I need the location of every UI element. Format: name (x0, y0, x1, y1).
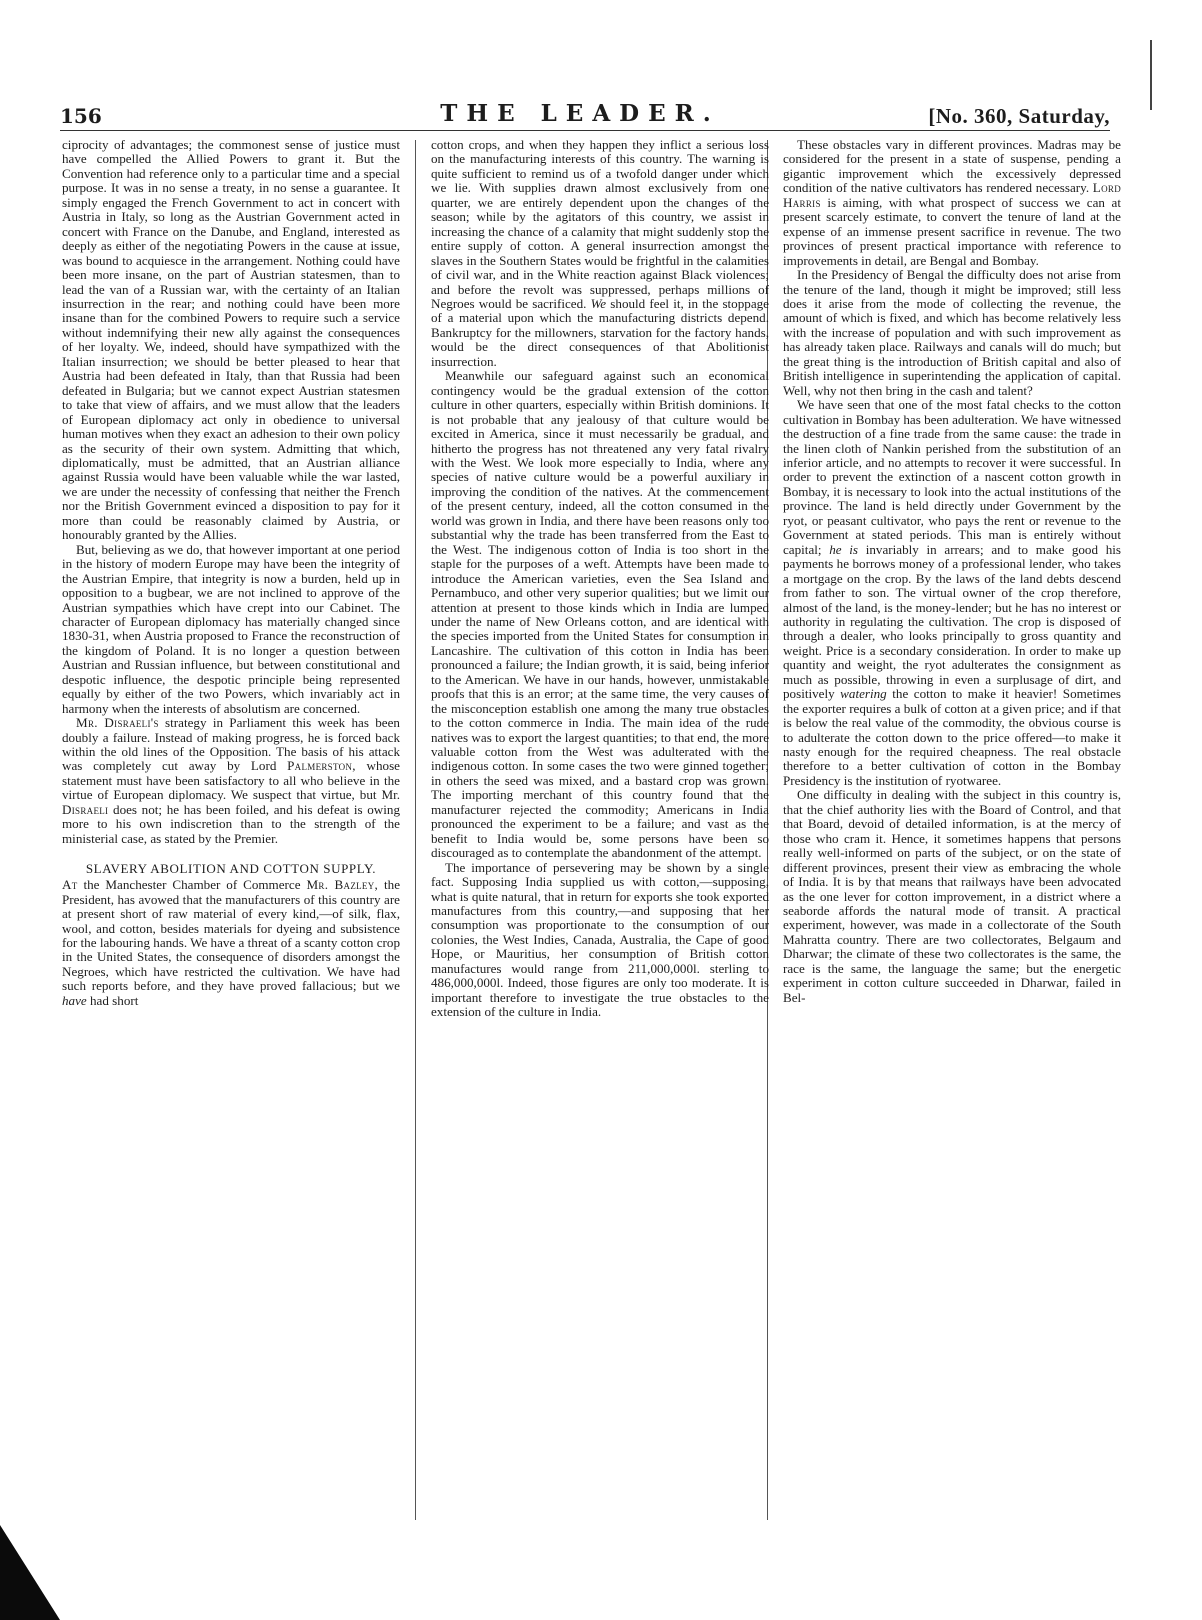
paragraph-disraeli: Mr. Disraeli's strategy in Parliament this week has been doubly a failure. Instead of making progress, he is forced back within the old lines of the Opposition. The basis of his attack was completely cut away by Lord Palmerston, whose statement must have been satisfactory to all who believe in the virtue of European diplomacy. We suspect that virtue, but Mr. Disraeli does not; he has been foiled, and his defeat is owing more to his own indiscretion than to the strength of the ministerial case, as stated by the Premier. (62, 715, 400, 846)
paragraph: cotton crops, and when they happen they inflict a serious loss on the manufacturing interests of this country. The warning is quite sufficient to remind us of a twofold danger under which we lie. With supplies drawn almost exclusively from one quarter, we are entirely dependent upon the changes of the season; while by the agitators of this country, we assist in increasing the chance of a calamity that might suddenly stop the entire supply of cotton. A general insurrection amongst the slaves in the Southern States would be frightful in the calamities of civil war, and in the White reaction against Black violences; and before the revolt was suppressed, perhaps millions of Negroes would be sacrificed. We should feel it, in the stoppage of a material upon which the manufacturing districts depend. Bankruptcy for the millowners, starvation for the factory hands, would be the direct consequences of that Abolitionist insurrection. (431, 138, 769, 369)
paragraph: ciprocity of advantages; the commonest sense of justice must have compelled the Allied Powers to grant it. But the Convention had reference only to a particular time and a special purpose. It was in no sense a treaty, in no sense a guarantee. It simply engaged the French Government to act in concert with Austria in Italy, so long as the Austrian Government acted in concert with France on the Danube, and England, interested as deeply as either of the negotiating Powers in the cause at issue, was bound to acquiesce in the arrangement. Nothing could have been more insane, on the part of Austrian statesmen, than to lead the van of a Russian war, with the certainty of an Italian insurrection in the rear; and nothing could have been more insane than for the combined Powers to require such a service without indemnifying their new ally against the consequences of her loyalty. We, indeed, should have sympathized with the Italian insurrection; we should be better pleased to hear that Austria had been defeated in Italy, than that Russia had been defeated in Bulgaria; but we cannot expect Austrian statesmen to take that view of affairs, and we must allow that the leaders of European diplomacy act only in obedience to universal human motives when they exact an adhesion to their own policy as the security of their own system. Admitting that which, diplomatically, must be admitted, that an Austrian alliance against Russia would have been valuable while the war lasted, we are under the necessity of confessing that neither the French nor the British Government evinced a disposition to pay for it more than could be reasonably claimed by Austria, or honourably granted by the Allies. (62, 138, 400, 543)
paragraph: In the Presidency of Bengal the difficulty does not arise from the tenure of the land, though it might be improved; still less does it arise from the mode of collecting the revenue, the amount of which is fixed, and which has become relatively less with the increase of population and with such improvement as has already taken place. Railways and canals will do much; but the great thing is the introduction of British capital and also of British intelligence in superintending the application of capital. Well, why not then bring in the cash and talent? (783, 267, 1121, 398)
paragraph: The importance of persevering may be shown by a single fact. Supposing India supplied us with cotton,—supposing, what is quite natural, that in return for exports she took exported manufactures from this country,—and supposing that her consumption was proportionate to the consumption of our colonies, the West Indies, Canada, Australia, the Cape of good Hope, or Mauritius, her consumption of British cotton manufactures would range from 211,000,000l. sterling to 486,000,000l. Indeed, those figures are only too moderate. It is important therefore to investigate the true obstacles to the extension of the culture in India. (431, 859, 769, 1020)
page-corner-shadow (0, 1525, 60, 1620)
paragraph: We have seen that one of the most fatal checks to the cotton cultivation in Bombay has been adulteration. We have witnessed the destruction of a fine trade from the same cause: the trade in the linen cloth of Nankin perished from the substitution of an inferior article, and no attempts to recover it were successful. In order to prevent the extinction of a nascent cotton growth in Bombay, it is necessary to look into the actual institutions of the province. The land is held directly under Government by the ryot, or peasant cultivator, who pays the rent or revenue to the Government at stated periods. This man is entirely without capital; he is invariably in arrears; and to make good his payments he borrows money of a professional lender, who takes a mortgage on the crop. By the laws of the land debts descend from father to son. The virtual owner of the crop therefore, almost of the land, is the money-lender; but he has no interest or authority in regulating the cultivation. The crop is disposed of through a dealer, who looks principally to gross quantity and weight. Price is a secondary consideration. In order to make up quantity and weight, the ryot adulterates the consignment as much as possible, throwing in even a surplusage of dirt, and positively watering the cotton to make it heavier! Sometimes the exporter requires a bulk of cotton at a given price; and if that is below the real value of the commodity, the obvious course is to adulterate the cotton down to the price offered—to make it nasty enough for the required cheapness. The real obstacle therefore to a better cultivation of cotton in the Bombay Presidency is the institution of ryotwaree. (783, 397, 1121, 788)
section-heading: SLAVERY ABOLITION AND COTTON SUPPLY. (85, 861, 377, 877)
column-3 (783, 138, 1121, 1523)
paragraph-slavery: At the Manchester Chamber of Commerce Mr. Bazley, the President, has avowed that the manufacturers of this country are at present short of raw material of every kind,—of silk, flax, wool, and cotton, besides materials for dyeing and subsistence for the labouring hands. We have a threat of a scanty cotton crop in the United States, the consequence of disorders amongst the Negroes, which have restricted the cultivation. We have had such reports before, and they have proved fallacious; but we have had short (62, 877, 400, 1008)
paragraph: One difficulty in dealing with the subject in this country is, that the chief authority lies with the Board of Control, and that that Board, devoid of detailed information, is at the mercy of those who cram it. Hence, it sometimes happens that persons really well-informed on parts of the subject, or on the state of different provinces, present their view as embracing the whole of India. It is by that means that railways have been advocated as the one lever for cotton improvement, in a district where a seaborde affords the natural mode of transit. A practical experiment, however, was made in a collectorate of the South Mahratta country. There are two collectorates, Belgaum and Dharwar; the climate of these two collectorates is the same, the race is the same, the language the same; but the energetic experiment in cotton culture succeeded in Dharwar, failed in Bel- (783, 787, 1121, 1005)
column-2 (431, 138, 769, 1523)
paragraph: Meanwhile our safeguard against such an economical contingency would be the gradual extension of the cotton culture in other quarters, especially within British dominions. It is not probable that any jealousy of that culture would be excited in America, since it must necessarily be gradual, and hitherto the progress has not threatened any very fatal rivalry with the West. We look more especially to India, where any species of native culture would be a powerful auxiliary in improving the condition of the natives. At the commencement of the present century, indeed, all the cotton consumed in the world was grown in India, and there have been reasons only too substantial why the trade has been transferred from the East to the West. The indigenous cotton of India is too short in the staple for the purposes of a weft. Attempts have been made to introduce the American varieties, even the Sea Island and Pernambuco, and other very superior qualities; but we limit our attention at present to those kinds which in India are lumped under the name of New Orleans cotton, and are identical with the species imported from the United States for consumption in Lancashire. The cultivation of this cotton in India has been pronounced a failure; the Indian growth, it is said, being inferior to the American. We have in our hands, however, unmistakable proofs that this is an error; at the same time, the very causes of the misconception establish one among the many true obstacles to the cotton commerce in India. The main idea of the rude natives was to export the largest quantities; to that end, the more valuable cotton from the West was adulterated with the indigenous cotton. In some cases the two were ginned together; in others the seed was mixed, and a bastard crop was grown. The importing merchant of this country found that the manufacturer rejected the commodity; Americans in India pronounced the experiment to be a failure; and vast as the benefit to India would be, some persons have been so discouraged as to contemplate the abandonment of the attempt. (431, 368, 769, 861)
paragraph: But, believing as we do, that however important at one period in the history of modern Europe may have been the integrity of the Austrian Empire, that integrity is now a burden, held up in opposition to a bugbear, we are not inclined to approve of the Austrian sympathies which have crept into our Cabinet. The character of European diplomacy has materially changed since 1830-31, when Austria proposed to France the reconstruction of the kingdom of Poland. It is no longer a question between Austrian and Russian influence, but between constitutional and despotic influence, the despotic principle being represented equally by either of the two Powers, which invariably act in harmony when the interests of absolutism are concerned. (62, 541, 400, 716)
page-header (60, 100, 1110, 131)
column-1 (62, 138, 400, 1523)
page-number: 156 (60, 104, 102, 128)
page-edge-mark (1150, 40, 1152, 110)
issue-line: [No. 360, Saturday, (928, 104, 1110, 128)
column-rule-1 (415, 140, 416, 1520)
masthead-title: THE LEADER. (440, 100, 720, 127)
paragraph: These obstacles vary in different provinces. Madras may be considered for the present in a state of suspense, pending a gigantic improvement which the excessively depressed condition of the native cultivators has rendered necessary. Lord Harris is aiming, with what prospect of success we can at present scarcely estimate, to convert the tenure of land at the expense of an immense present sacrifice in revenue. The two provinces of present practical importance with reference to improvements in detail, are Bengal and Bombay. (783, 138, 1121, 268)
